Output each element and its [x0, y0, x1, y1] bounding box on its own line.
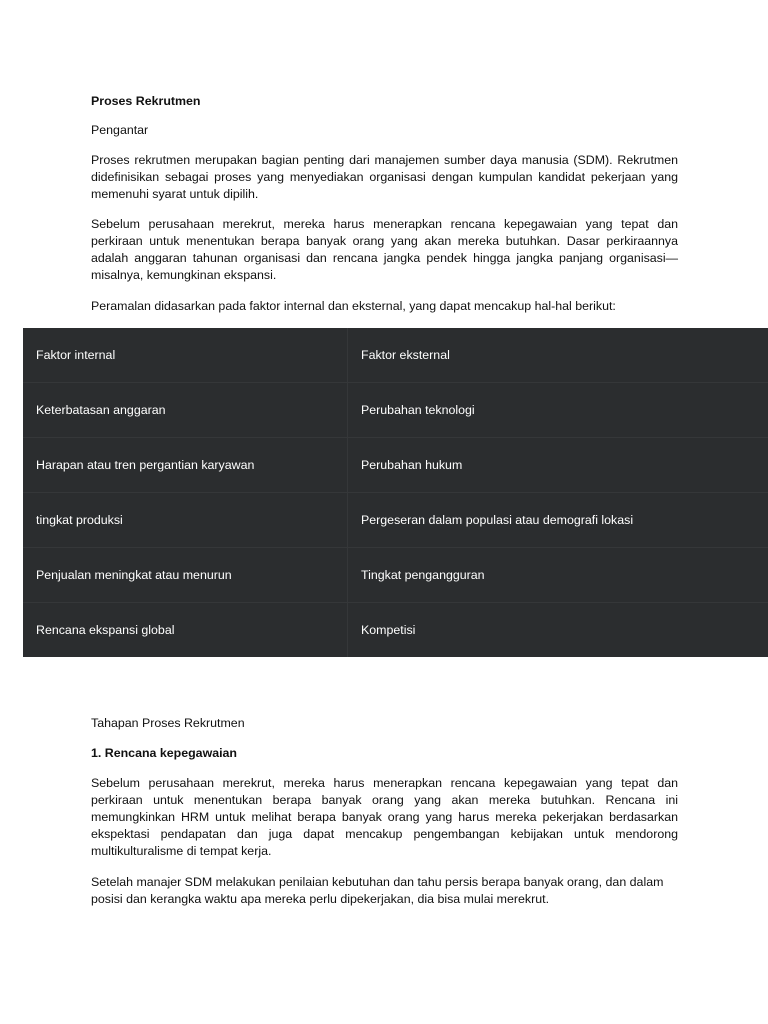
table-cell: Pergeseran dalam populasi atau demografi lokasi: [348, 493, 768, 548]
table-cell: Rencana ekspansi global: [23, 603, 348, 658]
table-header-internal: Faktor internal: [23, 328, 348, 383]
table-cell: Kompetisi: [361, 623, 416, 637]
document-title: Proses Rekrutmen: [91, 94, 201, 108]
table-cell: Penjualan meningkat atau menurun: [23, 548, 348, 603]
paragraph-staffing-detail: Sebelum perusahaan merekrut, mereka harus menerapkan rencana kepegawaian yang tepat dan perkiraan untuk menentukan berapa banyak orang yang akan mereka butuhkan. Rencana ini memungkinkan HRM untuk melihat berapa banyak orang yang harus mereka pekerjakan berdasarkan ekspektasi pendapatan dan juga dapat mencakup pengembangan kebijakan untuk mendorong multikulturalisme di tempat kerja.: [91, 776, 678, 858]
table-cell: Tingkat pengangguran: [348, 548, 768, 603]
table-row: [23, 493, 768, 548]
paragraph-hiring-start: Setelah manajer SDM melakukan penilaian kebutuhan dan tahu persis berapa banyak orang, dan dalam posisi dan kerangka waktu apa mereka perlu dipekerjakan, dia bisa mulai merekrut.: [91, 875, 664, 906]
paragraph-staffing-plan: Sebelum perusahaan merekrut, mereka harus menerapkan rencana kepegawaian yang tepat dan perkiraan untuk menentukan berapa banyak orang yang akan mereka butuhkan. Dasar perkiraannya adalah anggaran tahunan organisasi dan rencana jangka pendek hingga jangka panjang organisasi—misalnya, kemungkinan ekspansi.: [91, 217, 678, 282]
table-cell: tingkat produksi: [23, 493, 348, 548]
table-row: [23, 438, 768, 493]
table-cell: Perubahan teknologi: [348, 383, 768, 438]
paragraph-intro: Proses rekrutmen merupakan bagian penting dari manajemen sumber daya manusia (SDM). Rekrutmen didefinisikan sebagai proses yang menyediakan organisasi dengan kumpulan kandidat pekerjaan yang memenuhi syarat untuk dipilih.: [91, 153, 678, 201]
section-heading-staffing-plan: 1. Rencana kepegawaian: [91, 746, 238, 760]
table-row: [23, 328, 768, 383]
table-cell: Perubahan hukum: [348, 438, 768, 493]
table-row: [23, 383, 768, 438]
stages-heading: Tahapan Proses Rekrutmen: [91, 716, 245, 730]
factors-table: [23, 328, 768, 657]
intro-heading: Pengantar: [91, 123, 149, 137]
table-cell: Harapan atau tren pergantian karyawan: [23, 438, 348, 493]
table-header-external: Faktor eksternal: [348, 328, 768, 383]
table-row: [23, 548, 768, 603]
table-row: [23, 603, 768, 658]
table-cell: Keterbatasan anggaran: [23, 383, 348, 438]
paragraph-forecasting: Peramalan didasarkan pada faktor internal dan eksternal, yang dapat mencakup hal-hal berikut:: [91, 299, 616, 313]
